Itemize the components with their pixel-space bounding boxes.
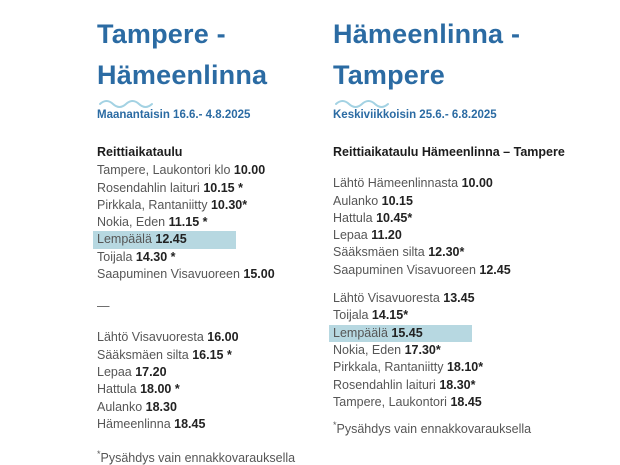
stop-time: 11.20 xyxy=(371,228,402,243)
timetable-row xyxy=(97,266,312,283)
stop-name: Pirkkala, Rantaniitty xyxy=(97,197,211,212)
timetable-row-highlighted xyxy=(97,231,312,248)
column-tampere-hameenlinna xyxy=(97,14,312,465)
stop-time: 18.10* xyxy=(446,360,484,375)
stop-name: Aulanko xyxy=(333,193,382,208)
timetable-row xyxy=(333,290,568,307)
stop-time: 10.30* xyxy=(210,197,248,212)
route-title xyxy=(333,14,568,96)
timetable-row xyxy=(333,227,568,244)
timetable-row-highlighted xyxy=(333,325,568,342)
stop-name: Sääksmäen silta xyxy=(333,245,429,260)
footnote xyxy=(333,420,568,436)
stop-time: 12.30* xyxy=(428,245,465,260)
stop-time: 14.30 * xyxy=(135,249,176,264)
footnote-asterisk: * xyxy=(333,420,337,431)
wave-underline-decoration xyxy=(335,99,391,107)
stop-name: Saapuminen Visavuoreen xyxy=(333,262,480,277)
stop-name: Pirkkala, Rantaniitty xyxy=(333,360,447,375)
stop-time: 16.00 xyxy=(207,330,239,345)
stop-name: Aulanko xyxy=(97,399,146,414)
section-separator-dash: — xyxy=(97,299,110,314)
stop-time: 10.15 xyxy=(381,193,413,208)
stop-name: Sääksmäen silta xyxy=(97,347,193,362)
stop-time: 12.45 xyxy=(479,262,511,277)
timetable-row xyxy=(333,193,568,210)
timetable-row xyxy=(333,307,568,324)
timetable-row xyxy=(97,381,312,398)
stop-name: Tampere, Laukontori klo xyxy=(97,163,234,178)
timetable-row xyxy=(333,244,568,261)
stop-time: 15.00 xyxy=(243,267,275,282)
timetable-row xyxy=(97,197,312,214)
timetable-row xyxy=(97,162,312,179)
timetable-row xyxy=(97,364,312,381)
stop-time: 18.00 * xyxy=(140,382,180,397)
stop-name: Toijala xyxy=(333,308,372,323)
stop-name: Hattula xyxy=(97,382,141,397)
stop-name: Lähtö Visavuoresta xyxy=(333,291,444,306)
stop-name: Lempäälä xyxy=(97,232,156,247)
timetable-row xyxy=(97,399,312,416)
route-title-line1: Hämeenlinna - xyxy=(333,19,521,49)
timetable-row xyxy=(97,214,312,231)
stop-time: 10.00 xyxy=(233,163,266,178)
timetable-row xyxy=(333,377,568,394)
timetable-row xyxy=(97,249,312,266)
footnote-text: Pysähdys vain ennakkovarauksella xyxy=(336,422,532,437)
stop-time: 14.15* xyxy=(371,308,409,323)
timetable-row xyxy=(97,347,312,364)
timetable-row xyxy=(97,329,312,346)
stop-name: Rosendahlin laituri xyxy=(97,180,204,195)
section-separator-gap xyxy=(333,279,568,290)
route-title-line1: Tampere - xyxy=(97,19,226,49)
timetable-row xyxy=(333,394,568,411)
stop-time: 12.45 xyxy=(155,232,187,247)
timetable-row xyxy=(97,416,312,433)
timetable-row xyxy=(333,342,568,359)
stop-name: Lähtö Visavuoresta xyxy=(97,330,208,345)
timetable-row xyxy=(333,175,568,192)
footnote xyxy=(97,449,312,465)
stop-time: 17.30* xyxy=(404,342,441,357)
section-header: Reittiaikataulu Hämeenlinna – Tampere xyxy=(333,145,565,159)
stop-name: Hämeenlinna xyxy=(97,416,175,431)
footnote-text: Pysähdys vain ennakkovarauksella xyxy=(100,451,296,465)
stop-time: 18.30* xyxy=(439,377,476,392)
stop-time: 17.20 xyxy=(135,364,167,379)
timetable-row xyxy=(333,210,568,227)
stop-name: Tampere, Laukontori xyxy=(333,394,451,409)
stop-time: 13.45 xyxy=(443,291,475,306)
route-title-line2: Tampere xyxy=(333,60,445,90)
schedule-dates: Keskiviikkoisin 25.6.- 6.8.2025 xyxy=(333,109,497,121)
stop-name: Nokia, Eden xyxy=(333,342,405,357)
timetable-row xyxy=(97,180,312,197)
footnote-asterisk: * xyxy=(97,449,101,460)
stop-time: 18.45 xyxy=(450,394,482,409)
stop-name: Lähtö Hämeenlinnasta xyxy=(333,176,462,191)
stop-time: 10.45* xyxy=(376,210,413,225)
stop-name: Toijala xyxy=(97,249,136,264)
stop-name: Lepaa xyxy=(97,364,136,379)
stop-time: 18.45 xyxy=(174,416,206,431)
stop-time: 18.30 xyxy=(145,399,177,414)
timetable-row xyxy=(333,262,568,279)
stop-name: Lempäälä xyxy=(333,325,392,340)
stop-time: 15.45 xyxy=(391,325,423,340)
stop-name: Saapuminen Visavuoreen xyxy=(97,267,244,282)
stop-time: 11.15 * xyxy=(168,215,208,230)
timetable-rows xyxy=(333,175,568,411)
stop-time: 16.15 * xyxy=(192,347,232,362)
wave-underline-decoration xyxy=(99,99,155,107)
route-title xyxy=(97,14,312,96)
schedule-dates: Maanantaisin 16.6.- 4.8.2025 xyxy=(97,109,251,121)
stop-time: 10.15 * xyxy=(203,180,243,195)
stop-time: 10.00 xyxy=(461,176,493,191)
stop-name: Lepaa xyxy=(333,228,372,243)
stop-name: Hattula xyxy=(333,210,377,225)
route-title-line2: Hämeenlinna xyxy=(97,60,268,90)
timetable-row xyxy=(333,359,568,376)
stop-name: Rosendahlin laituri xyxy=(333,377,440,392)
stop-name: Nokia, Eden xyxy=(97,215,169,230)
section-header: Reittiaikataulu xyxy=(97,145,183,159)
column-hameenlinna-tampere xyxy=(333,14,568,436)
timetable-rows xyxy=(97,162,312,433)
